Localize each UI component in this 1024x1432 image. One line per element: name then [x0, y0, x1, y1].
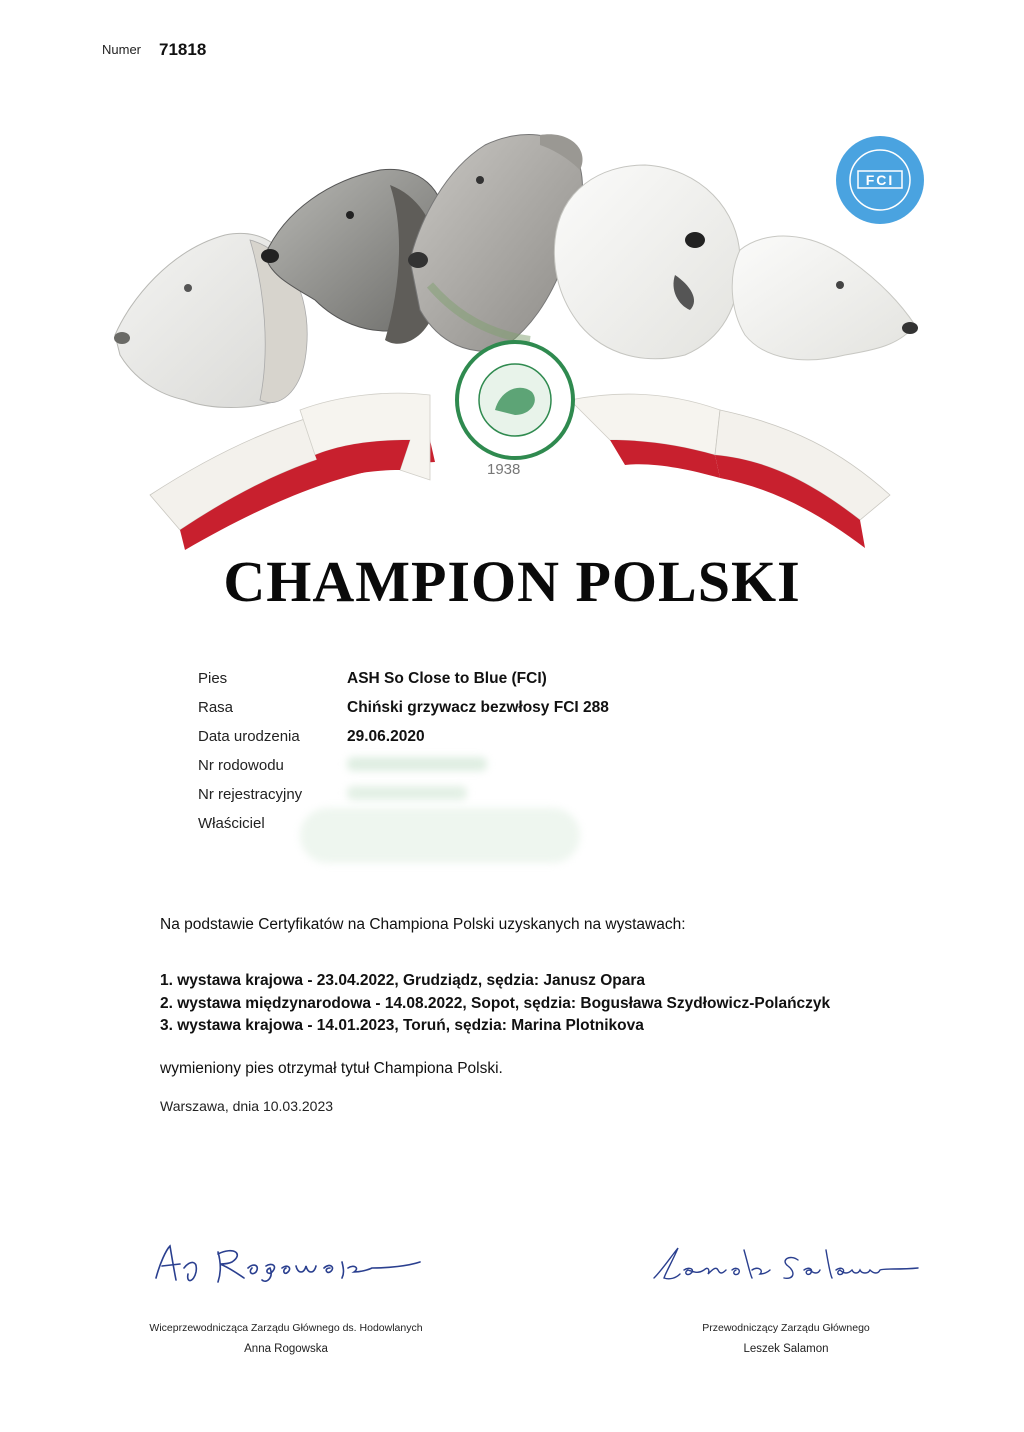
- number-label: Numer: [102, 42, 142, 57]
- dogs-illustration: [100, 110, 940, 570]
- detail-value-birthdate: 29.06.2020: [347, 728, 425, 745]
- detail-label-breed: Rasa: [198, 699, 234, 716]
- detail-label-dog: Pies: [198, 670, 228, 687]
- certificates-intro: Na podstawie Certyfikatów na Championa Polski uzyskanych na wystawach:: [160, 916, 686, 933]
- title-awarded-statement: wymieniony pies otrzymał tytuł Championa Polski.: [160, 1060, 503, 1077]
- certificate-number: 71818: [159, 40, 207, 59]
- show-item: 2. wystawa międzynarodowa - 14.08.2022, Sopot, sędzia: Bogusława Szydłowicz-Polańczyk: [160, 994, 831, 1012]
- place-and-date: Warszawa, dnia 10.03.2023: [160, 1098, 334, 1114]
- emblem-year: 1938: [487, 461, 521, 478]
- detail-label-registration: Nr rejestracyjny: [198, 786, 303, 803]
- show-item: 3. wystawa krajowa - 14.01.2023, Toruń, sędzia: Marina Plotnikova: [160, 1017, 644, 1034]
- detail-label-pedigree: Nr rodowodu: [198, 757, 284, 774]
- detail-value-registration-redacted: [347, 786, 467, 800]
- detail-value-pedigree-redacted: [347, 757, 487, 771]
- detail-value-owner-redacted: [300, 808, 580, 863]
- signatory-left-name: Anna Rogowska: [244, 1343, 328, 1355]
- retriever-drawing: [732, 236, 918, 360]
- detail-label-owner: Właściciel: [198, 815, 265, 832]
- detail-value-dog: ASH So Close to Blue (FCI): [347, 670, 547, 687]
- signature-right: [648, 1240, 938, 1290]
- zkwp-emblem: [457, 342, 573, 458]
- detail-label-birthdate: Data urodzenia: [198, 728, 300, 745]
- signatory-right-title: Przewodniczący Zarządu Głównego: [702, 1322, 870, 1334]
- signatory-left-title: Wiceprzewodnicząca Zarządu Głównego ds. Hodowlanych: [149, 1322, 423, 1334]
- fci-logo-text: FCI: [865, 172, 895, 188]
- show-item: 1. wystawa krajowa - 23.04.2022, Grudziądz, sędzia: Janusz Opara: [160, 972, 646, 989]
- sheepdog-drawing: [554, 165, 740, 359]
- signature-left: [148, 1238, 428, 1288]
- detail-value-breed: Chiński grzywacz bezwłosy FCI 288: [347, 699, 609, 716]
- certificate-title: CHAMPION POLSKI: [223, 549, 801, 614]
- signatory-right-name: Leszek Salamon: [743, 1343, 829, 1355]
- shows-list: [160, 970, 830, 1038]
